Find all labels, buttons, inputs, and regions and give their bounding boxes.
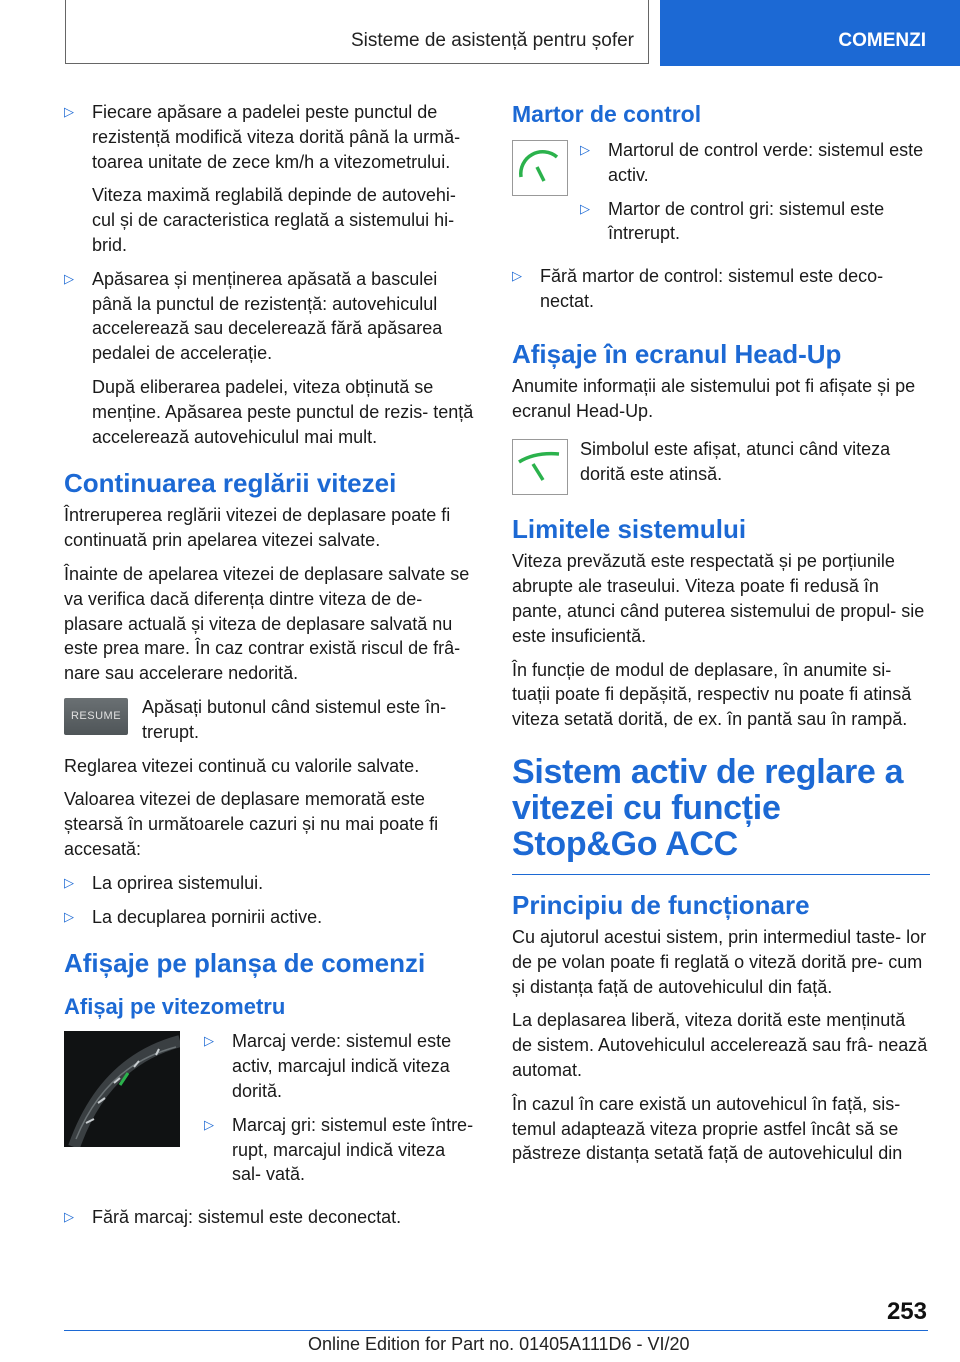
- resume-button-image: RESUME: [64, 698, 128, 735]
- triangle-bullet-icon: ▷: [64, 908, 74, 924]
- speedometer-image: [64, 1031, 180, 1147]
- bullet-indicator-green: ▷ Martorul de control verde: sistemul este activ.: [580, 140, 924, 185]
- bullet-indicator-gray: ▷ Martor de control gri: sistemul este întrerupt.: [580, 198, 885, 244]
- paragraph-principiu-3: În cazul în care există un autovehicul în față, sis- temul adaptează viteza proprie astfel încât să se păstreze distanța setată față de autovehiculul din: [512, 1093, 903, 1164]
- triangle-bullet-icon: ▷: [64, 104, 74, 119]
- heading-vitezometru: Afișaj pe vitezometru: [64, 994, 286, 1020]
- speedometer-bullets: [204, 1029, 479, 1196]
- bullet-paddle-press: ▷ Fiecare apăsare a padelei peste punctul de rezistență modifică viteza dorită până la urmă- toarea unitate de zece km/h a vitezometrului.: [64, 102, 461, 172]
- triangle-bullet-icon: ▷: [64, 1209, 74, 1225]
- section-divider: [512, 874, 930, 875]
- hud-speed-symbol-icon: [512, 439, 568, 495]
- triangle-bullet-icon: ▷: [64, 270, 74, 286]
- triangle-bullet-icon: ▷: [512, 268, 522, 284]
- paragraph-after-release: După eliberarea padelei, viteza obținută se menține. Apăsarea peste punctul de rezis- tență accelerează autovehiculul mai mult.: [92, 376, 474, 447]
- bullet-no-indicator: ▷ Fără martor de control: sistemul este deco- nectat.: [512, 266, 884, 311]
- hud-symbol-text: Simbolul este afișat, atunci când viteza dorită este atinsă.: [580, 439, 891, 485]
- heading-headup: Afișaje în ecranul Head-Up: [512, 338, 842, 369]
- paragraph-principiu-1: Cu ajutorul acestui sistem, prin intermediul taste- lor de pe volan poate fi reglată o viteză dorită pre- cum și distanța față de autovehiculul din față.: [512, 926, 927, 997]
- bullet-green-mark: ▷ Marcaj verde: sistemul este activ, marcajul indică viteza dorită.: [204, 1031, 452, 1101]
- header-title: Sisteme de asistență pentru șofer: [350, 30, 634, 51]
- speedometer-figure-row: [64, 1029, 479, 1196]
- resume-instruction: Apăsați butonul când sistemul este în- trerupt.: [142, 696, 447, 742]
- bullet-gray-mark: ▷ Marcaj gri: sistemul este între- rupt, marcajul indică viteza sal- vată.: [204, 1114, 474, 1185]
- edition-footer: Online Edition for Part no. 01405A111D6 - VI/20: [308, 1334, 690, 1354]
- left-column: [64, 100, 479, 1239]
- indicator-figure-row: [512, 138, 930, 255]
- paragraph-stored-value: Valoarea vitezei de deplasare memorată este ștearsă în următoarele cazuri și nu mai poate fi accesată:: [64, 789, 439, 859]
- page-number: 253: [886, 1298, 927, 1325]
- heading-stop-go-acc: Sistem activ de reglare a vitezei cu funcție Stop&Go ACC: [512, 752, 904, 863]
- heading-limite: Limitele sistemului: [512, 514, 747, 545]
- paragraph-check-difference: Înainte de apelarea vitezei de deplasare salvate se va verifica dacă diferența dintre viteza de de- plasare actuală și viteza de deplasare salvată nu este prea mare. În caz contrar există riscul de frâ- nare sau accelerare nedorită.: [64, 563, 470, 684]
- bullet-active-start: ▷ La decuplarea pornirii active.: [64, 905, 479, 930]
- paragraph-limite-1: Viteza prevăzută este respectată și pe porțiunile abrupte ale traseului. Viteza poate fi redusă în pante, atunci când puterea sistemului de propul- sie este insuficientă.: [512, 551, 925, 646]
- bullet-system-off: ▷ La oprirea sistemului.: [64, 871, 479, 896]
- resume-figure-row: [64, 695, 479, 745]
- paragraph-headup: Anumite informații ale sistemului pot fi afișate și pe ecranul Head-Up.: [512, 375, 916, 421]
- paragraph-limite-2: În funcție de modul de deplasare, în anumite si- tuații poate fi depășită, respectiv nu poate fi atinsă viteza setată dorită, de ex. în pantă sau în rampă.: [512, 659, 912, 730]
- indicator-bullets: [580, 138, 930, 255]
- header-section-label: COMENZI: [838, 30, 926, 51]
- footer-divider: [64, 1330, 928, 1331]
- paragraph-principiu-2: La deplasarea liberă, viteza dorită este menținută de sistem. Autovehiculul accelerează sau frâ- nează automat.: [512, 1010, 928, 1080]
- heading-afisaje: Afișaje pe planșa de comenzi: [64, 948, 426, 979]
- triangle-bullet-icon: ▷: [580, 142, 590, 157]
- cruise-indicator-icon: [512, 140, 568, 196]
- right-column: [512, 100, 930, 1175]
- heading-martor: Martor de control: [512, 101, 702, 127]
- heading-principiu: Principiu de funcționare: [512, 889, 810, 920]
- triangle-bullet-icon: ▷: [204, 1033, 214, 1049]
- header-section-tab: [660, 0, 960, 66]
- triangle-bullet-icon: ▷: [204, 1116, 214, 1132]
- paragraph-continues: Reglarea vitezei continuă cu valorile salvate.: [64, 755, 420, 776]
- heading-continuare: Continuarea reglării vitezei: [64, 468, 397, 499]
- bullet-no-mark: ▷ Fără marcaj: sistemul este deconectat.: [64, 1205, 479, 1230]
- hud-figure-row: [512, 437, 930, 495]
- triangle-bullet-icon: ▷: [64, 874, 74, 890]
- paragraph-interruption: Întreruperea reglării vitezei de deplasare poate fi continuată prin apelarea vitezei salvate.: [64, 505, 451, 551]
- header-title-box: [65, 0, 649, 64]
- triangle-bullet-icon: ▷: [580, 200, 590, 216]
- bullet-paddle-hold: ▷ Apăsarea și menținerea apăsată a basculei până la punctul de rezistență: autovehiculul accelerează sau decelerează fără apăsarea pedalei de accelerație.: [64, 268, 443, 364]
- paragraph-max-speed: Viteza maximă reglabilă depinde de autovehi- cul și de caracteristica reglată a sistemului hi- brid.: [92, 185, 456, 255]
